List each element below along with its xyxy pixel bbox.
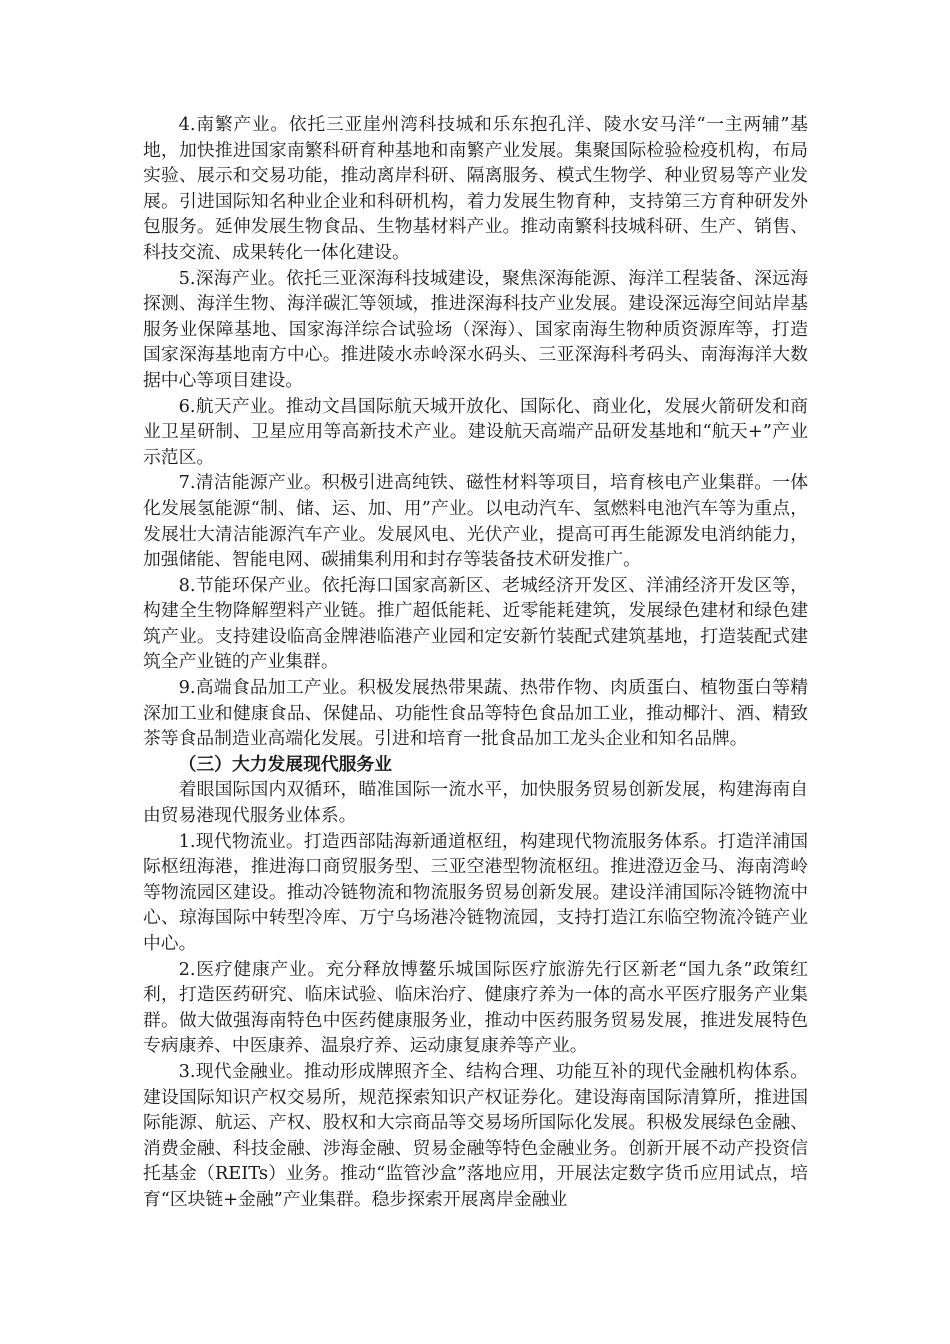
- paragraph-text: 依托三亚深海科技城建设，聚焦深海能源、海洋工程装备、深远海探测、海洋生物、海洋碳汇等领域，推进深海科技产业发展。建设深远海空间站岸基服务业保障基地、国家海洋综合试验场（深海）、国家南海生物种质资源库等，打造国家深海基地南方中心。推进陵水赤岭深水码头、三亚深海科考码头、南海海洋大数据中心等项目建设。: [143, 267, 808, 391]
- paragraph-lead: 2.医疗健康产业。: [178, 958, 326, 980]
- paragraph-text: 依托海口国家高新区、老城经济开发区、洋浦经济开发区等，构建全生物降解塑料产业链。推广超低能耗、近零能耗建筑，发展绿色建材和绿色建筑产业。支持建设临高金牌港临港产业园和定安新竹装配式建筑基地，打造装配式建筑全产业链的产业集群。: [143, 574, 808, 673]
- paragraph-deep-sea-industry: [143, 266, 808, 394]
- paragraph-text: 推动文昌国际航天城开放化、国际化、商业化，发展火箭研发和商业卫星研制、卫星应用等高新技术产业。建设航天高端产品研发基地和“航天+”产业示范区。: [143, 395, 808, 468]
- paragraph-finance: [143, 1059, 808, 1213]
- paragraph-food-processing-industry: [143, 675, 808, 752]
- paragraph-lead: 9.高端食品加工产业。: [178, 677, 358, 699]
- paragraph-text: 充分释放博鳌乐城国际医疗旅游先行区新老“国九条”政策红利，打造医药研究、临床试验、临床治疗、健康疗养为一体的高水平医疗服务产业集群。做大做强海南特色中医药健康服务业，推动中医药服务贸易发展，推进发展特色专病康养、中医康养、温泉疗养、运动康复康养等产业。: [143, 958, 809, 1057]
- paragraph-text: 积极发展热带果蔬、热带作物、肉质蛋白、植物蛋白等精深加工业和健康食品、保健品、功能性食品等特色食品加工业，推动椰汁、酒、精致茶等食品制造业高端化发展。引进和培育一批食品加工龙头企业和知名品牌。: [143, 677, 808, 750]
- paragraph-lead: 8.节能环保产业。: [178, 574, 322, 596]
- paragraph-text: 积极引进高纯铁、磁性材料等项目，培育核电产业集群。一体化发展氢能源“制、储、运、加、用”产业。以电动汽车、氢燃料电池汽车等为重点，发展壮大清洁能源汽车产业。发展风电、光伏产业，提高可再生能源发电消纳能力，加强储能、智能电网、碳捕集利用和封存等装备技术研发推广。: [143, 472, 808, 571]
- paragraph-lead: 6.航天产业。: [178, 395, 286, 417]
- paragraph-healthcare: [143, 957, 808, 1059]
- paragraph-lead: 4.南繁产业。: [178, 114, 289, 135]
- paragraph-lead: 3.现代金融业。: [178, 1060, 304, 1082]
- section-heading: （三）大力发展现代服务业: [178, 753, 392, 775]
- paragraph-energy-saving-industry: [143, 573, 808, 675]
- paragraph-lead: 1.现代物流业。: [178, 830, 304, 852]
- paragraph-lead: 5.深海产业。: [178, 267, 286, 289]
- paragraph-nanfan-industry: [143, 112, 808, 266]
- paragraph-aerospace-industry: [143, 394, 808, 471]
- paragraph-text: 推动形成牌照齐全、结构合理、功能互补的现代金融机构体系。建设国际知识产权交易所，规范探索知识产权证券化。建设海南国际清算所，推进国际能源、航运、产权、股权和大宗商品等交易场所国际化发展。积极发展绿色金融、消费金融、科技金融、涉海金融、贸易金融等特色金融业务。创新开展不动产投资信托基金（REITs）业务。推动“监管沙盒”落地应用，开展法定数字货币应用试点，培育“区块链+金融”产业集群。稳步探索开展离岸金融业: [143, 1060, 808, 1210]
- document-body: [143, 112, 808, 1213]
- paragraph-text: 打造西部陆海新通道枢纽，构建现代物流服务体系。打造洋浦国际枢纽海港，推进海口商贸服务型、三亚空港型物流枢纽。推进澄迈金马、海南湾岭等物流园区建设。推动冷链物流和物流服务贸易创新发展。建设洋浦国际冷链物流中心、琼海国际中转型冷库、万宁乌场港冷链物流园，支持打造江东临空物流冷链产业中心。: [143, 830, 808, 954]
- paragraph-text: 依托三亚崖州湾科技城和乐东抱孔洋、陵水安马洋“一主两辅”基地，加快推进国家南繁科研育种基地和南繁产业发展。集聚国际检验检疫机构，布局实验、展示和交易功能，推动离岸科研、隔离服务、模式生物学、种业贸易等产业发展。引进国际知名种业企业和科研机构，着力发展生物育种，支持第三方育种研发外包服务。延伸发展生物食品、生物基材料产业。推动南繁科技城科研、生产、销售、科技交流、成果转化一体化建设。: [143, 114, 808, 263]
- paragraph-lead: 7.清洁能源产业。: [178, 472, 322, 494]
- paragraph-clean-energy-industry: [143, 470, 808, 572]
- paragraph-logistics: [143, 829, 808, 957]
- section-intro: 着眼国际国内双循环，瞄准国际一流水平，加快服务贸易创新发展，构建海南自由贸易港现代服务业体系。: [143, 779, 808, 827]
